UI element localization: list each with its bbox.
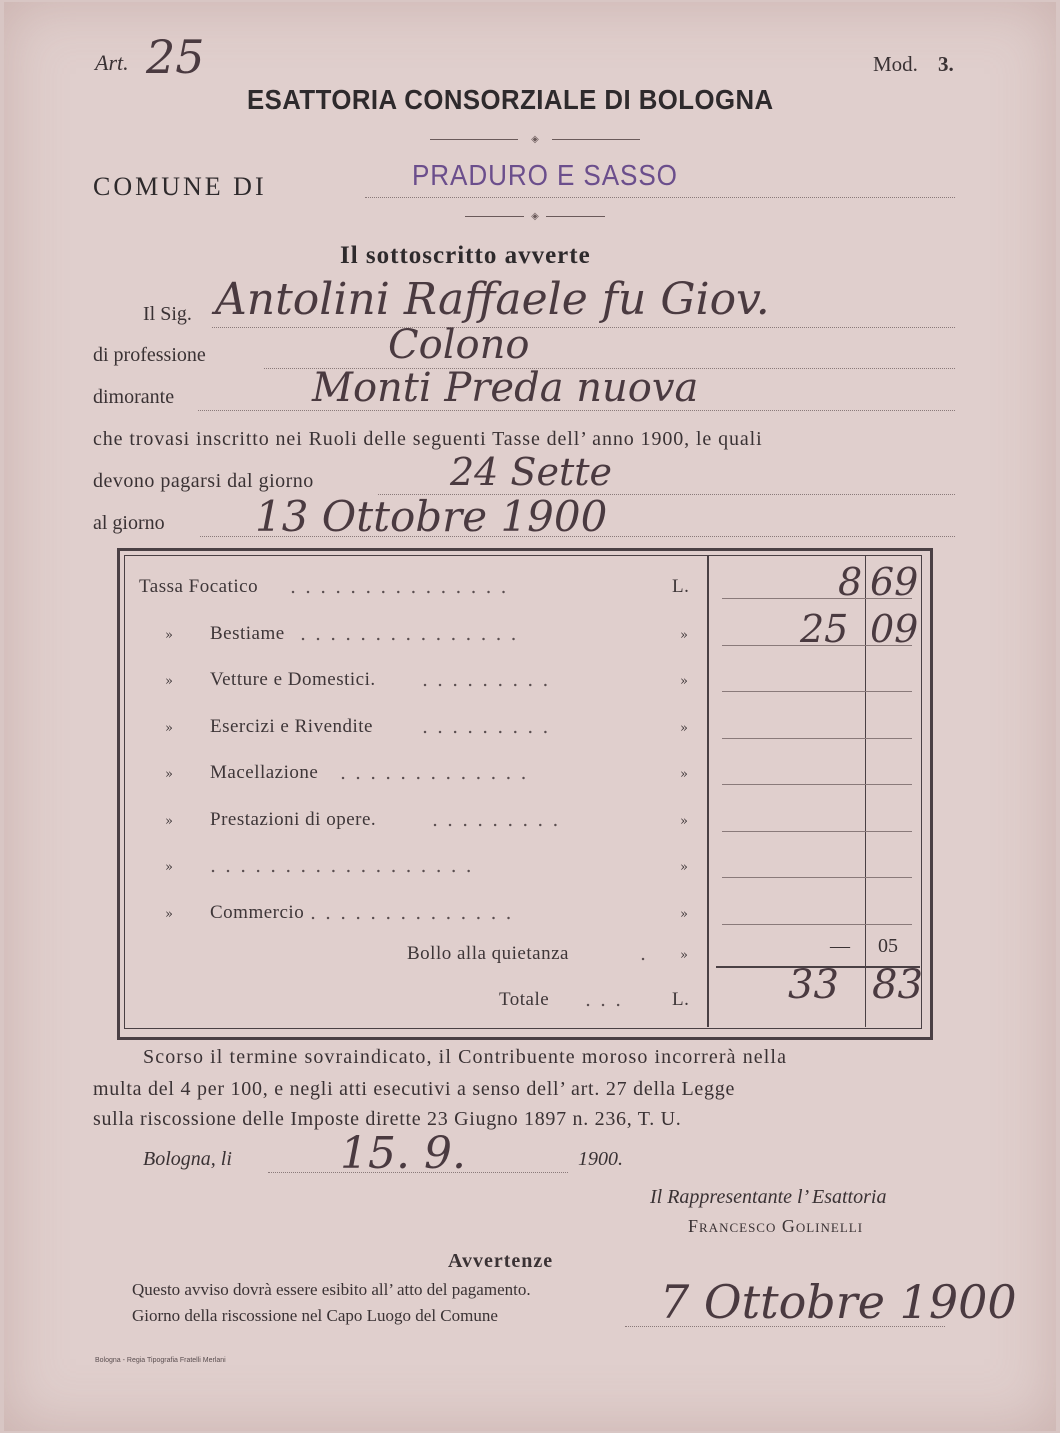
place-label: Bologna, li <box>143 1148 232 1170</box>
sig-dotline <box>212 327 955 328</box>
row-leader-dots: ......... <box>422 669 558 691</box>
totale-dots: ... <box>585 989 631 1011</box>
comune-stamp: PRADURO E SASSO <box>412 160 678 192</box>
mod-number: 3. <box>938 52 954 76</box>
row-label: Bestiame <box>210 623 285 644</box>
al-giorno-value: 13 Ottobre 1900 <box>255 492 608 541</box>
totale-cent: 83 <box>872 962 923 1008</box>
row-label: Macellazione <box>210 762 319 783</box>
row-leader-dots: ............. <box>340 762 536 784</box>
row-amount-rule <box>722 784 912 785</box>
row-label: Esercizi e Rivendite <box>210 716 373 737</box>
row-label: Prestazioni di opere. <box>210 809 377 830</box>
avvertenze-line-1: Questo avviso dovrà essere esibito all’ atto del pagamento. <box>132 1280 531 1299</box>
notice-line-1: Scorso il termine sovraindicato, il Contribuente moroso incorrerà nella <box>143 1046 788 1068</box>
avvertenze-line-2: Giorno della riscossione nel Capo Luogo del Comune <box>132 1306 498 1325</box>
bollo-cent: 05 <box>878 935 898 957</box>
notice-line-3: sulla riscossione delle Imposte dirette 23 Giugno 1897 n. 236, T. U. <box>93 1108 682 1130</box>
row-prefix: » <box>165 674 173 689</box>
row-label: Commercio <box>210 902 305 923</box>
comune-dotline <box>365 197 955 198</box>
row-label: Vetture e Domestici. <box>210 669 376 690</box>
ornament-divider-bottom: ◈ <box>465 212 605 222</box>
professione-value: Colono <box>388 322 530 368</box>
bollo-dots: . <box>640 943 656 965</box>
art-number: 25 <box>146 30 205 84</box>
row-suffix: L. <box>672 576 690 597</box>
row-amount-rule <box>722 691 912 692</box>
bollo-label: Bollo alla quietanza <box>407 943 569 964</box>
mod-label: Mod. <box>873 52 918 76</box>
row-suffix: » <box>680 767 688 782</box>
totale-label: Totale <box>499 989 550 1010</box>
professione-label: di professione <box>93 344 206 366</box>
dimorante-label: dimorante <box>93 386 175 408</box>
intro-line-1: che trovasi inscritto nei Ruoli delle seguenti Tasse dell’ anno 1900, le quali <box>93 428 763 450</box>
sig-label: Il Sig. <box>143 303 192 325</box>
row-suffix: » <box>680 860 688 875</box>
notice-line-2: multa del 4 per 100, e negli atti esecutivi a senso dell’ art. 27 della Legge <box>93 1078 736 1100</box>
row-suffix: » <box>680 628 688 643</box>
row-leader-dots: .................. <box>210 855 481 877</box>
dal-giorno-value: 24 Sette <box>450 450 612 494</box>
intro-line-2: devono pagarsi dal giorno <box>93 470 314 492</box>
row-leader-dots: ............... <box>300 623 526 645</box>
row-amount-rule <box>722 924 912 925</box>
totale-suffix: L. <box>672 989 690 1010</box>
dimorante-value: Monti Preda nuova <box>312 365 699 411</box>
row-amount-rule <box>722 877 912 878</box>
ornament-divider-top: ◈ <box>430 135 640 145</box>
bollo-suffix: » <box>680 948 688 963</box>
bollo-lire: — <box>830 935 850 957</box>
art-label: Art. <box>95 50 129 75</box>
row-prefix: » <box>165 860 173 875</box>
row-lire: 25 <box>800 607 849 651</box>
row-leader-dots: ............... <box>290 576 516 598</box>
row-prefix: » <box>165 907 173 922</box>
row-suffix: » <box>680 814 688 829</box>
al-giorno-label: al giorno <box>93 512 165 534</box>
row-cent: 09 <box>870 607 919 651</box>
row-prefix: » <box>165 814 173 829</box>
signature-year: 1900. <box>578 1148 623 1170</box>
totale-lire: 33 <box>788 962 839 1008</box>
intro-heading: Il sottoscritto avverte <box>340 242 591 269</box>
comune-label: COMUNE DI <box>93 172 267 201</box>
row-suffix: » <box>680 721 688 736</box>
avvertenze-heading: Avvertenze <box>448 1250 554 1272</box>
page-title: ESATTORIA CONSORZIALE DI BOLOGNA <box>247 84 774 115</box>
row-cent: 69 <box>870 560 919 604</box>
row-leader-dots: ......... <box>432 809 568 831</box>
riscossione-value: 7 Ottobre 1900 <box>660 1275 1017 1329</box>
table-col-divider-2 <box>865 555 866 1027</box>
row-prefix: » <box>165 628 173 643</box>
row-prefix: » <box>165 721 173 736</box>
row-lire: 8 <box>838 560 863 604</box>
row-amount-rule <box>722 831 912 832</box>
table-col-divider-1 <box>707 555 709 1027</box>
row-prefix: » <box>165 767 173 782</box>
row-label: Tassa Focatico <box>139 576 259 597</box>
sig-value: Antolini Raffaele fu Giov. <box>215 274 770 325</box>
row-leader-dots: ......... <box>422 716 558 738</box>
printer-imprint: Bologna - Regia Tipografia Fratelli Merlani <box>95 1357 226 1364</box>
row-suffix: » <box>680 674 688 689</box>
signature-name: Francesco Golinelli <box>688 1216 864 1236</box>
row-amount-rule <box>722 738 912 739</box>
row-leader-dots: .............. <box>310 902 521 924</box>
signature-role: Il Rappresentante l’ Esattoria <box>650 1186 887 1208</box>
signature-date: 15. 9. <box>340 1128 466 1179</box>
row-suffix: » <box>680 907 688 922</box>
